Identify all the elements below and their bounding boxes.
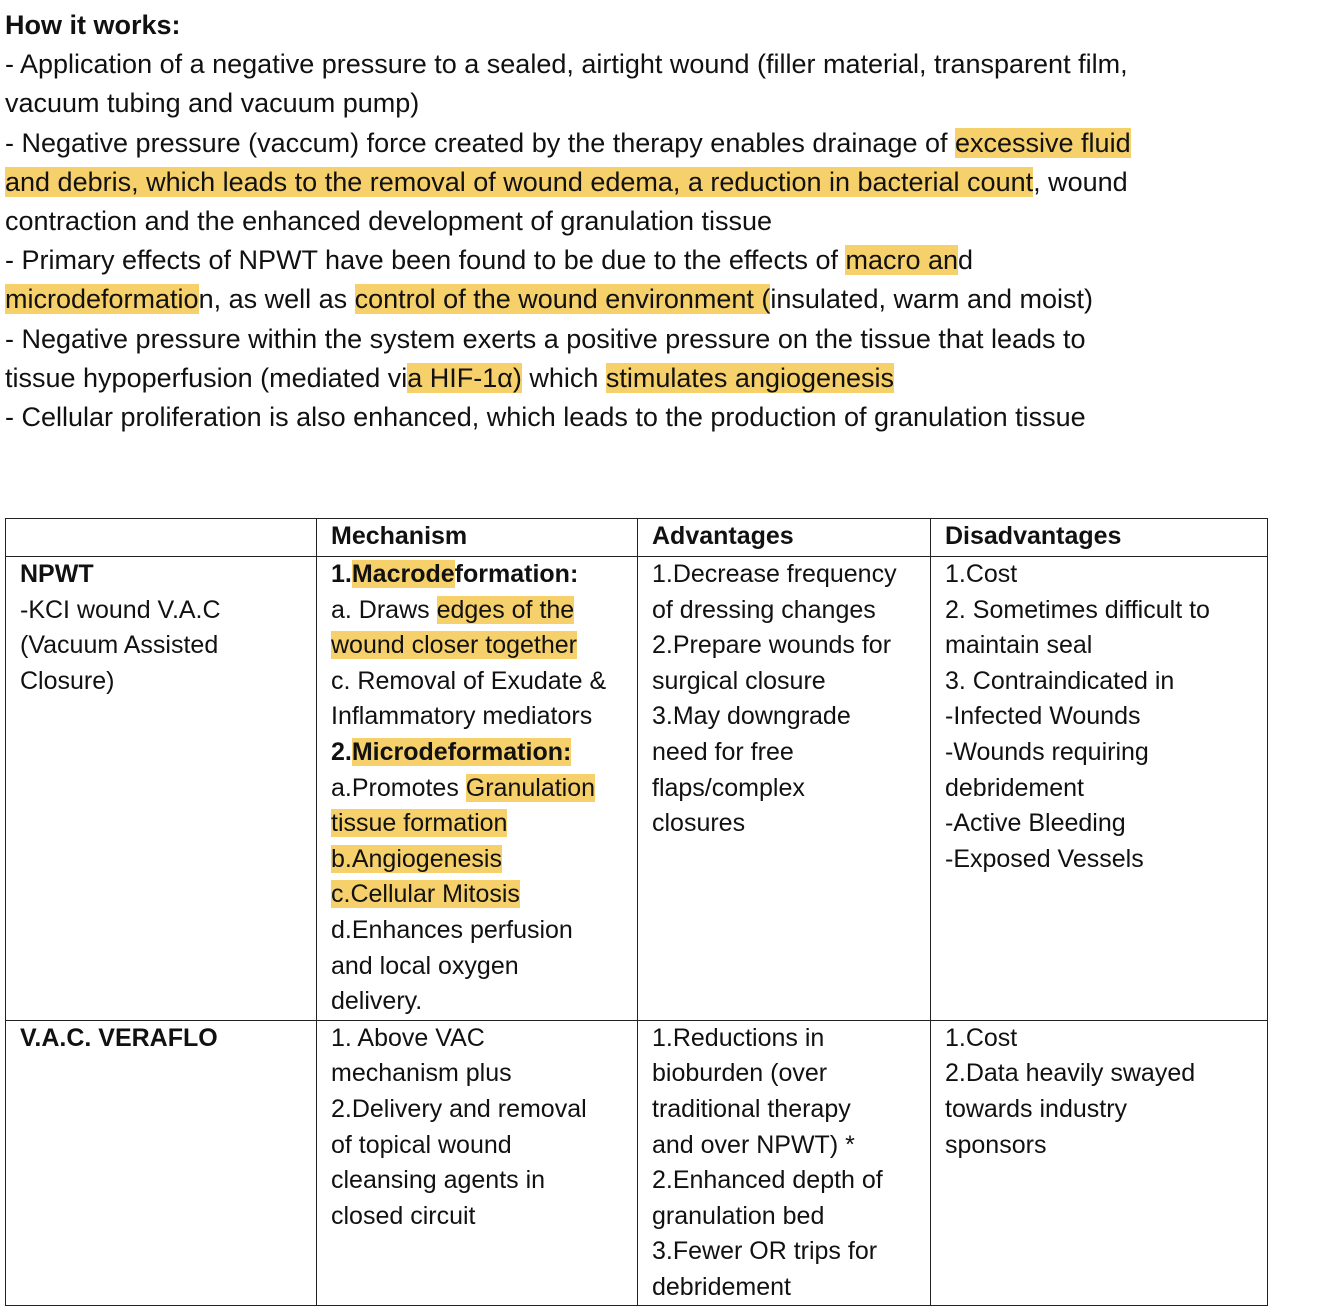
header-cell-disadvantages: Disadvantages <box>931 519 1268 557</box>
highlighted-text: Macrode <box>351 560 455 588</box>
cell-line <box>652 664 924 700</box>
text-span: - Negative pressure within the system exerts a positive pressure on the tissue that leads to <box>5 323 1086 354</box>
text-span: 1.Cost <box>945 1023 1018 1052</box>
cell-line <box>331 842 631 878</box>
text-span: debridement <box>945 773 1084 802</box>
text-span: Closure) <box>20 666 115 695</box>
text-span: V.A.C. VERAFLO <box>20 1023 218 1052</box>
cell-line <box>20 593 310 629</box>
cell-line <box>331 664 631 700</box>
text-span: 1.Cost <box>945 560 1018 588</box>
cell-line <box>331 735 631 771</box>
intro-section <box>5 6 1305 437</box>
text-span: c. Removal of Exudate & <box>331 666 607 695</box>
cell-line <box>945 842 1261 878</box>
cell-line <box>652 1163 924 1199</box>
cell-veraflo-disadvantages <box>931 1020 1268 1306</box>
highlighted-text: c.Cellular Mitosis <box>331 880 520 909</box>
cell-line <box>945 557 1261 593</box>
text-span: -Infected Wounds <box>945 702 1141 731</box>
cell-line <box>331 1056 631 1092</box>
intro-line <box>5 124 1305 163</box>
text-span: closed circuit <box>331 1201 476 1230</box>
cell-npwt-disadvantages <box>931 557 1268 1021</box>
text-span: -Exposed Vessels <box>945 844 1144 873</box>
cell-line <box>331 806 631 842</box>
text-span: tissue hypoperfusion (mediated vi <box>5 362 408 393</box>
cell-line <box>945 664 1261 700</box>
text-span: -Active Bleeding <box>945 809 1126 838</box>
text-span: d.Enhances perfusion <box>331 915 573 944</box>
cell-line <box>331 949 631 985</box>
highlighted-text: control of the wound environment ( <box>354 284 771 315</box>
text-span: of topical wound <box>331 1130 512 1159</box>
text-span: a.Promotes <box>331 773 466 802</box>
cell-npwt-therapy <box>6 557 317 1021</box>
cell-line <box>331 557 631 593</box>
intro-line <box>5 241 1305 280</box>
table-row-npwt <box>6 557 1268 1021</box>
cell-line <box>945 735 1261 771</box>
text-span: towards industry <box>945 1094 1128 1123</box>
highlighted-text: stimulates angiogenesis <box>605 362 895 393</box>
text-span: 1. Above VAC <box>331 1023 485 1052</box>
cell-veraflo-therapy <box>6 1020 317 1306</box>
text-span: 2.Data heavily swayed <box>945 1059 1196 1088</box>
text-span: debridement <box>652 1272 791 1301</box>
cell-line <box>331 1163 631 1199</box>
highlighted-text: tissue formation <box>331 809 508 838</box>
intro-line <box>5 163 1305 202</box>
text-span: formation: <box>454 560 579 588</box>
cell-line <box>331 877 631 913</box>
text-span: Inflammatory mediators <box>331 702 593 731</box>
header-cell-empty <box>6 519 317 557</box>
text-span: a. Draws <box>331 595 437 624</box>
cell-line <box>652 1021 924 1057</box>
cell-line <box>331 1021 631 1057</box>
intro-line <box>5 359 1305 398</box>
highlighted-text: edges of the <box>436 595 575 624</box>
cell-line <box>20 1021 310 1057</box>
cell-line <box>652 593 924 629</box>
cell-line <box>945 1092 1261 1128</box>
cell-line <box>331 593 631 629</box>
text-span: 1.Reductions in <box>652 1023 825 1052</box>
cell-line <box>652 628 924 664</box>
text-span: which <box>521 362 606 393</box>
header-cell-advantages: Advantages <box>638 519 931 557</box>
highlighted-text: Granulation <box>465 773 596 802</box>
text-span: -Wounds requiring <box>945 737 1149 766</box>
cell-veraflo-mechanism <box>317 1020 638 1306</box>
text-span: 3.May downgrade <box>652 702 851 731</box>
cell-line <box>652 1270 924 1306</box>
text-span: insulated, warm and moist) <box>770 284 1094 315</box>
text-span: , wound <box>1033 166 1128 197</box>
cell-line <box>331 771 631 807</box>
text-span: mechanism plus <box>331 1059 512 1088</box>
cell-line <box>652 557 924 593</box>
highlighted-text: microdeformatio <box>5 284 199 315</box>
cell-line <box>945 1021 1261 1057</box>
text-span: and local oxygen <box>331 951 519 980</box>
intro-line <box>5 280 1305 319</box>
cell-line <box>945 593 1261 629</box>
table-row-veraflo <box>6 1020 1268 1306</box>
text-span: need for free <box>652 737 794 766</box>
cell-line <box>331 1199 631 1235</box>
text-span: bioburden (over <box>652 1059 828 1088</box>
highlighted-text: b.Angiogenesis <box>331 844 502 873</box>
text-span: 2. <box>331 737 352 766</box>
text-span: cleansing agents in <box>331 1166 546 1195</box>
intro-line <box>5 398 1305 437</box>
cell-line <box>652 1199 924 1235</box>
cell-line <box>945 628 1261 664</box>
text-span: and over NPWT) * <box>652 1130 855 1159</box>
text-span: flaps/complex <box>652 773 805 802</box>
cell-line <box>652 1092 924 1128</box>
intro-paragraph <box>5 45 1305 437</box>
cell-line <box>20 664 310 700</box>
text-span: vacuum tubing and vacuum pump) <box>5 88 420 119</box>
text-span: of dressing changes <box>652 595 876 624</box>
cell-line <box>20 557 310 593</box>
text-span: delivery. <box>331 987 423 1016</box>
text-span: sponsors <box>945 1130 1047 1159</box>
text-span: granulation bed <box>652 1201 825 1230</box>
highlighted-text: Microdeformation: <box>351 737 572 766</box>
cell-npwt-advantages <box>638 557 931 1021</box>
text-span: 3.Fewer OR trips for <box>652 1237 878 1266</box>
text-span: 2.Delivery and removal <box>331 1094 587 1123</box>
text-span: d <box>958 245 974 276</box>
text-span: -KCI wound V.A.C <box>20 595 221 624</box>
cell-line <box>652 1234 924 1270</box>
text-span: closures <box>652 809 746 838</box>
cell-line <box>652 1056 924 1092</box>
cell-line <box>945 1128 1261 1164</box>
intro-line <box>5 320 1305 359</box>
text-span: 1.Decrease frequency <box>652 560 897 588</box>
comparison-table <box>5 518 1268 1306</box>
cell-line <box>331 1092 631 1128</box>
text-span: - Primary effects of NPWT have been found to be due to the effects of <box>5 245 846 276</box>
text-span: traditional therapy <box>652 1094 851 1123</box>
text-span: 3. Contraindicated in <box>945 666 1175 695</box>
text-span: 2. Sometimes difficult to <box>945 595 1210 624</box>
intro-line <box>5 45 1305 84</box>
text-span: - Negative pressure (vaccum) force created by the therapy enables drainage of <box>5 127 955 158</box>
cell-line <box>652 735 924 771</box>
cell-line <box>331 699 631 735</box>
cell-line <box>652 699 924 735</box>
intro-line <box>5 202 1305 241</box>
cell-line <box>331 628 631 664</box>
cell-line <box>331 913 631 949</box>
text-span: - Application of a negative pressure to a sealed, airtight wound (filler material, transparent film, <box>5 49 1128 80</box>
highlighted-text: and debris, which leads to the removal of wound edema, a reduction in bacterial count <box>5 166 1034 197</box>
cell-line <box>945 806 1261 842</box>
text-span: 1. <box>331 560 352 588</box>
text-span: (Vacuum Assisted <box>20 631 219 660</box>
text-span: 2.Enhanced depth of <box>652 1166 883 1195</box>
cell-line <box>331 1128 631 1164</box>
text-span: NPWT <box>20 560 94 588</box>
highlighted-text: wound closer together <box>331 631 577 660</box>
highlighted-text: macro an <box>845 245 959 276</box>
text-span: contraction and the enhanced development of granulation tissue <box>5 206 773 237</box>
highlighted-text: excessive fluid <box>955 127 1131 158</box>
table-header-row <box>6 519 1268 557</box>
cell-line <box>945 1056 1261 1092</box>
text-span: surgical closure <box>652 666 826 695</box>
text-span: - Cellular proliferation is also enhanced, which leads to the production of granulation tissue <box>5 402 1086 433</box>
header-cell-mechanism: Mechanism <box>317 519 638 557</box>
cell-veraflo-advantages <box>638 1020 931 1306</box>
cell-line <box>331 984 631 1020</box>
cell-line <box>652 806 924 842</box>
cell-line <box>652 771 924 807</box>
cell-line <box>652 1128 924 1164</box>
highlighted-text: a HIF-1α) <box>407 362 522 393</box>
cell-line <box>945 771 1261 807</box>
text-span: maintain seal <box>945 631 1093 660</box>
cell-line <box>945 699 1261 735</box>
cell-npwt-mechanism <box>317 557 638 1021</box>
section-heading: How it works: <box>5 10 181 40</box>
text-span: 2.Prepare wounds for <box>652 631 892 660</box>
intro-line <box>5 84 1305 123</box>
cell-line <box>20 628 310 664</box>
text-span: n, as well as <box>198 284 355 315</box>
